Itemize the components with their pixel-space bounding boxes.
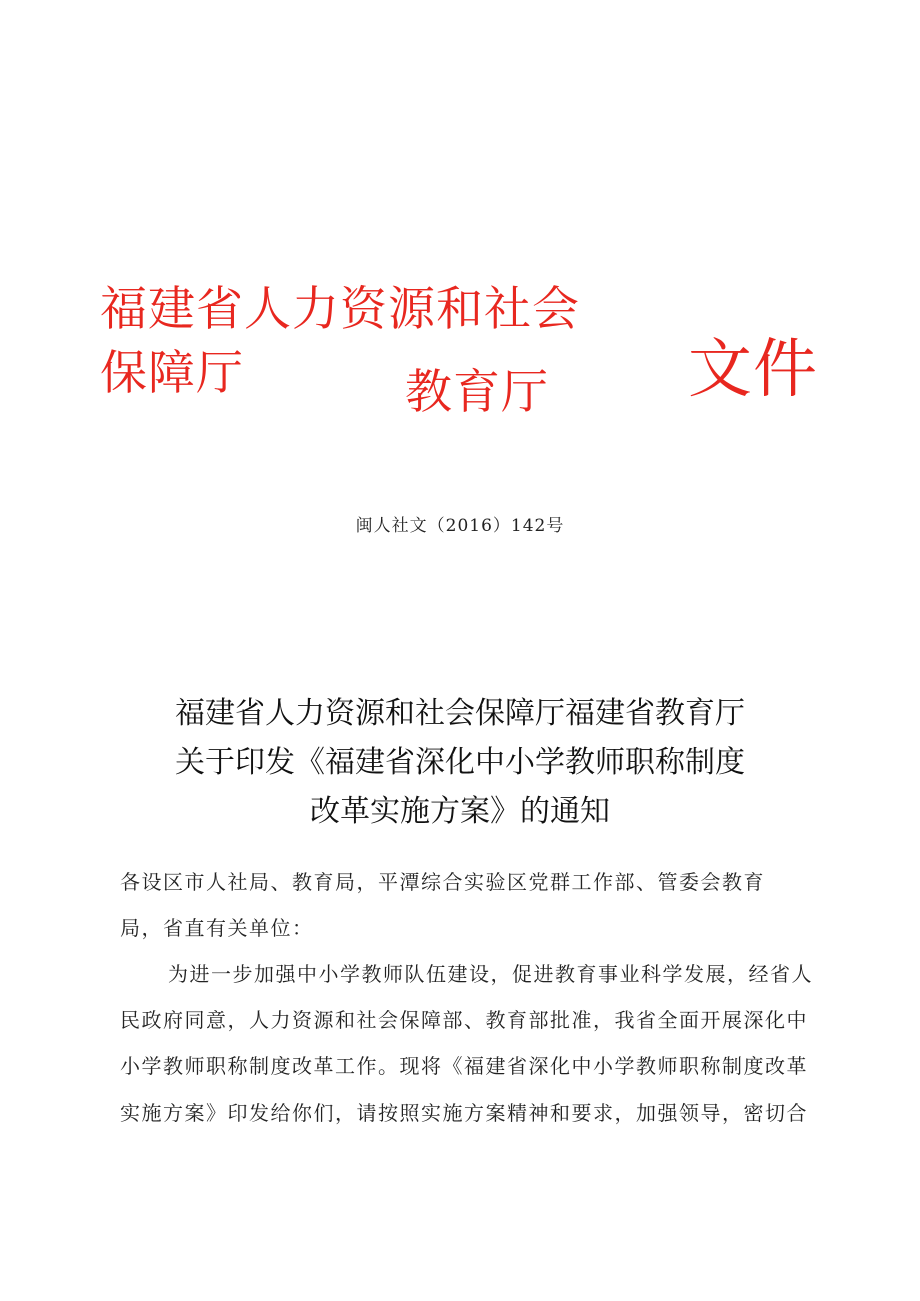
issuer-hrss-line2: 保障厅 xyxy=(100,346,244,401)
body-line-3: 小学教师职称制度改革工作。现将《福建省深化中小学教师职称制度改革 xyxy=(120,1054,808,1078)
body-line-1: 为进一步加强中小学教师队伍建设，促进教育事业科学发展，经省人 xyxy=(168,962,813,986)
body-line-2: 民政府同意，人力资源和社会保障部、教育部批准，我省全面开展深化中 xyxy=(120,1008,808,1032)
title-line-3: 改革实施方案》的通知 xyxy=(310,794,610,829)
addressee-line-2: 局，省直有关单位： xyxy=(120,916,314,940)
title-line-2: 关于印发《福建省深化中小学教师职称制度 xyxy=(175,745,745,780)
issuer-hrss-line1: 福建省人力资源和社会 xyxy=(100,282,580,337)
body-line-4: 实施方案》印发给你们，请按照实施方案精神和要求，加强领导，密切合 xyxy=(120,1101,808,1125)
title-line-1: 福建省人力资源和社会保障厅福建省教育厅 xyxy=(175,696,745,731)
document-number: 闽人社文（2016）142号 xyxy=(355,516,565,536)
document-label: 文件 xyxy=(688,333,818,407)
issuer-education: 教育厅 xyxy=(405,365,549,420)
addressee-line-1: 各设区市人社局、教育局，平潭综合实验区党群工作部、管委会教育 xyxy=(120,870,765,894)
